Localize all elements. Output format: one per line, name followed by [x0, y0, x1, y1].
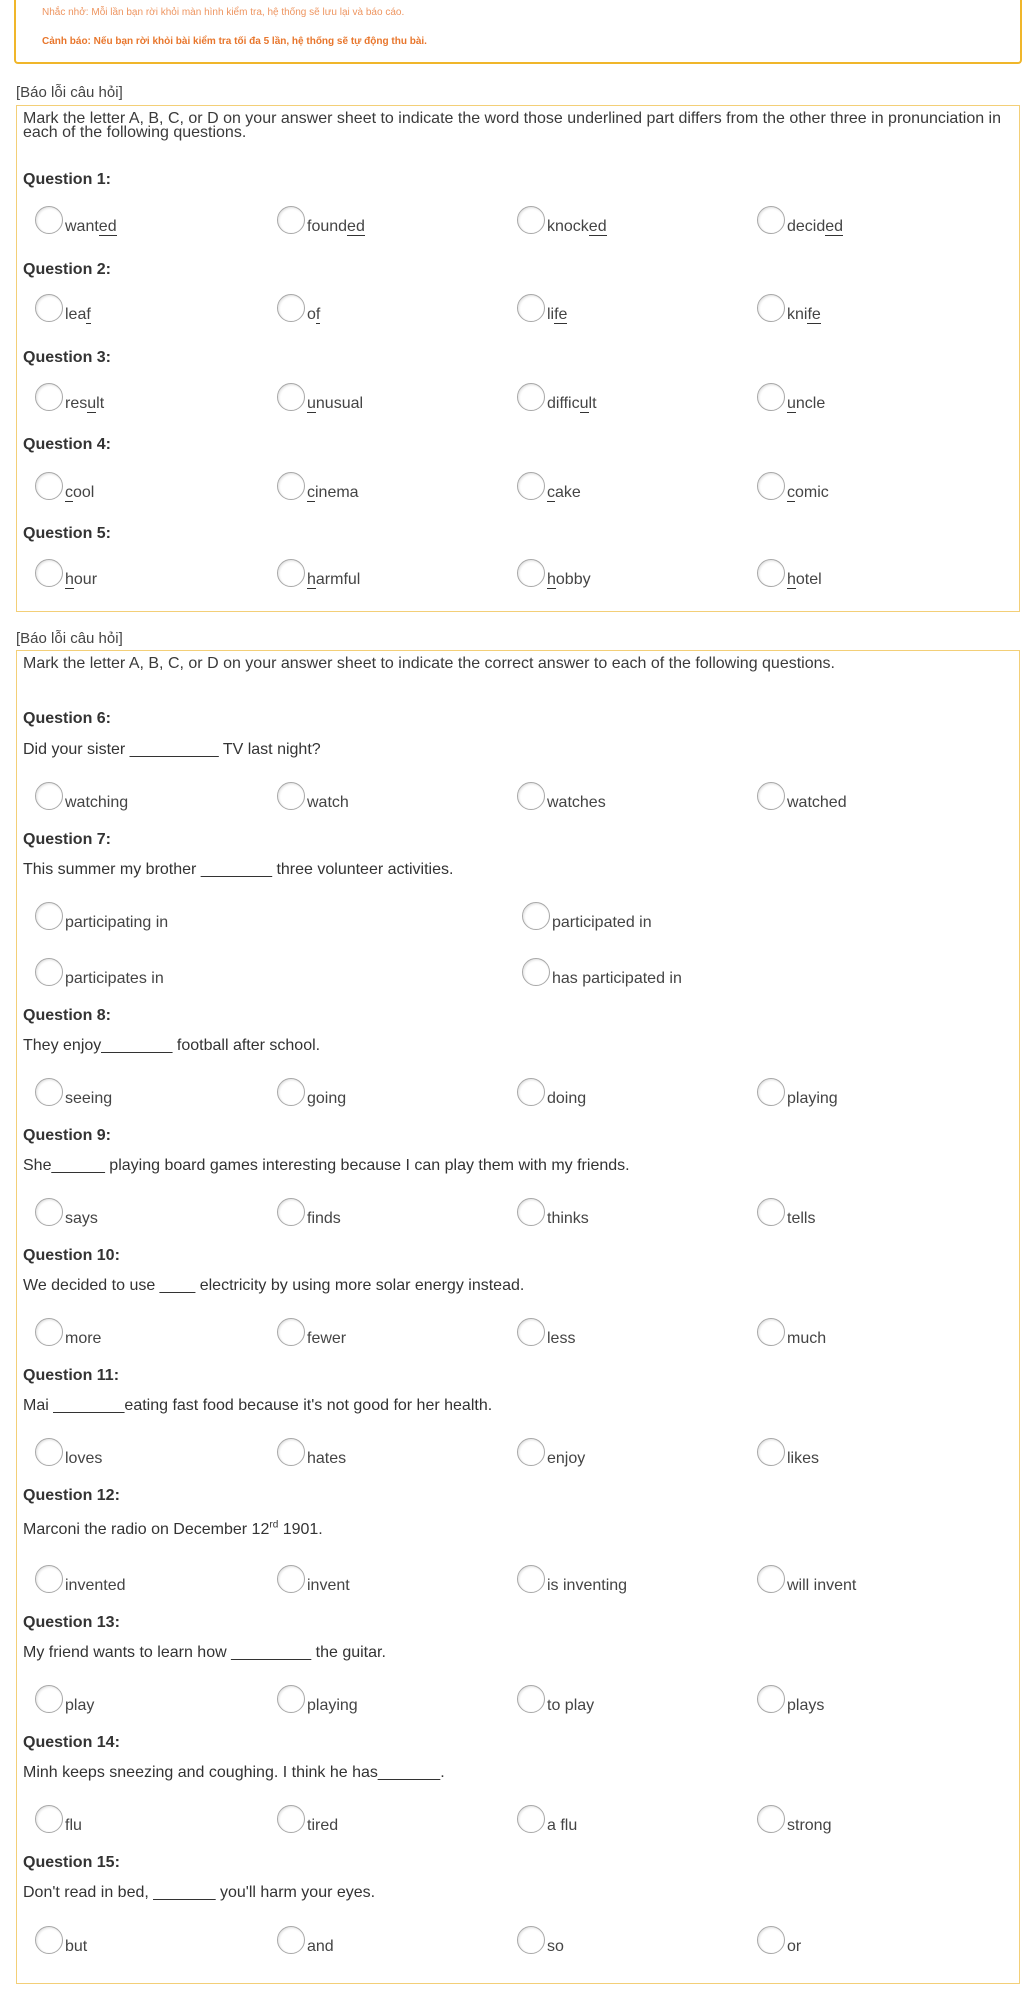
- option-text: so: [547, 1938, 564, 1955]
- radio-button[interactable]: [277, 1198, 305, 1226]
- radio-button[interactable]: [277, 472, 305, 500]
- option-text: decided: [787, 218, 844, 235]
- radio-button[interactable]: [35, 1198, 63, 1226]
- radio-button[interactable]: [757, 383, 785, 411]
- question-text: Minh keeps sneezing and coughing. I think he has_______.: [23, 1764, 445, 1781]
- option-text: result: [65, 395, 105, 412]
- question-text: We decided to use ____ electricity by using more solar energy instead.: [23, 1277, 525, 1294]
- radio-button[interactable]: [517, 294, 545, 322]
- radio-button[interactable]: [757, 1198, 785, 1226]
- radio-button[interactable]: [757, 1078, 785, 1106]
- option-text: unusual: [307, 395, 364, 412]
- radio-button[interactable]: [35, 1318, 63, 1346]
- question-label: Question 11:: [23, 1367, 120, 1384]
- question-label: Question 1:: [23, 171, 112, 188]
- option-text: cool: [65, 484, 95, 501]
- radio-button[interactable]: [517, 1565, 545, 1593]
- option-text: of: [307, 306, 321, 323]
- option-text: watching: [65, 794, 129, 811]
- option-text: says: [65, 1210, 98, 1227]
- option-text: thinks: [547, 1210, 589, 1227]
- radio-button[interactable]: [35, 294, 63, 322]
- option-text: difficult: [547, 395, 597, 412]
- option-text: loves: [65, 1450, 103, 1467]
- option-text: invent: [307, 1577, 350, 1594]
- question-text: They enjoy________ football after school.: [23, 1037, 321, 1054]
- radio-button[interactable]: [277, 1078, 305, 1106]
- option-text: tired: [307, 1817, 339, 1834]
- radio-button[interactable]: [35, 958, 63, 986]
- option-text: playing: [787, 1090, 838, 1107]
- option-text: or: [787, 1938, 802, 1955]
- option-text: life: [547, 306, 568, 323]
- radio-button[interactable]: [757, 206, 785, 234]
- option-text: hates: [307, 1450, 347, 1467]
- exam-warning-box: [14, 0, 1022, 64]
- radio-button[interactable]: [757, 782, 785, 810]
- option-text: cinema: [307, 484, 359, 501]
- option-text: comic: [787, 484, 829, 501]
- option-text: hour: [65, 571, 98, 588]
- option-text: participates in: [65, 970, 164, 987]
- option-text: likes: [787, 1450, 820, 1467]
- question-label: Question 10:: [23, 1247, 120, 1264]
- question-label: Question 13:: [23, 1614, 120, 1631]
- question-label: Question 3:: [23, 349, 112, 366]
- radio-button[interactable]: [35, 1438, 63, 1466]
- option-text: wanted: [65, 218, 117, 235]
- option-text: much: [787, 1330, 827, 1347]
- radio-button[interactable]: [35, 902, 63, 930]
- radio-button[interactable]: [35, 472, 63, 500]
- option-text: going: [307, 1090, 347, 1107]
- radio-button[interactable]: [757, 1438, 785, 1466]
- option-text: a flu: [547, 1817, 578, 1834]
- question-group-grammar: [16, 650, 1020, 1984]
- option-text: more: [65, 1330, 102, 1347]
- question-label: Question 4:: [23, 436, 112, 453]
- radio-button[interactable]: [757, 294, 785, 322]
- radio-button[interactable]: [35, 1565, 63, 1593]
- option-text: harmful: [307, 571, 361, 588]
- option-text: finds: [307, 1210, 341, 1227]
- radio-button[interactable]: [35, 1685, 63, 1713]
- option-text: is inventing: [547, 1577, 628, 1594]
- option-text: will invent: [787, 1577, 857, 1594]
- option-text: cake: [547, 484, 581, 501]
- option-text: invented: [65, 1577, 126, 1594]
- radio-button[interactable]: [277, 383, 305, 411]
- report-question-link-2[interactable]: [Báo lỗi câu hỏi]: [16, 630, 123, 647]
- radio-button[interactable]: [517, 782, 545, 810]
- option-text: plays: [787, 1697, 825, 1714]
- question-text: Mai ________eating fast food because it's not good for her health.: [23, 1397, 493, 1414]
- radio-button[interactable]: [277, 294, 305, 322]
- question-label: Question 14:: [23, 1734, 120, 1751]
- option-text: but: [65, 1938, 88, 1955]
- option-text: has participated in: [552, 970, 682, 987]
- option-text: participated in: [552, 914, 652, 931]
- question-label: Question 8:: [23, 1007, 112, 1024]
- instructions: Mark the letter A, B, C, or D on your answer sheet to indicate the word those underlined part differs from the other three in pronunciation in each of the following questions.: [23, 110, 1002, 141]
- radio-button[interactable]: [757, 559, 785, 587]
- radio-button[interactable]: [277, 1438, 305, 1466]
- radio-button[interactable]: [757, 1805, 785, 1833]
- radio-button[interactable]: [277, 1318, 305, 1346]
- radio-button[interactable]: [35, 206, 63, 234]
- radio-button[interactable]: [757, 1685, 785, 1713]
- radio-button[interactable]: [522, 958, 550, 986]
- question-label: Question 15:: [23, 1854, 120, 1871]
- option-text: tells: [787, 1210, 816, 1227]
- radio-button[interactable]: [517, 1198, 545, 1226]
- option-text: strong: [787, 1817, 832, 1834]
- option-text: less: [547, 1330, 576, 1347]
- radio-button[interactable]: [35, 782, 63, 810]
- question-label: Question 12:: [23, 1487, 120, 1504]
- radio-button[interactable]: [277, 782, 305, 810]
- radio-button[interactable]: [517, 472, 545, 500]
- radio-button[interactable]: [517, 559, 545, 587]
- option-text: participating in: [65, 914, 169, 931]
- radio-button[interactable]: [35, 1926, 63, 1954]
- radio-button[interactable]: [757, 1318, 785, 1346]
- question-text: Don't read in bed, _______ you'll harm your eyes.: [23, 1884, 376, 1901]
- radio-button[interactable]: [757, 1926, 785, 1954]
- question-text: She______ playing board games interesting because I can play them with my friends.: [23, 1157, 630, 1174]
- question-label: Question 9:: [23, 1127, 112, 1144]
- option-text: knife: [787, 306, 821, 323]
- option-text: flu: [65, 1817, 82, 1834]
- question-text: My friend wants to learn how _________ the guitar.: [23, 1644, 386, 1661]
- question-text: Marconi the radio on December 12rd 1901.: [23, 1519, 323, 1538]
- option-text: seeing: [65, 1090, 113, 1107]
- radio-button[interactable]: [277, 1685, 305, 1713]
- question-text: This summer my brother ________ three volunteer activities.: [23, 861, 454, 878]
- radio-button[interactable]: [35, 559, 63, 587]
- option-text: knocked: [547, 218, 607, 235]
- radio-button[interactable]: [35, 1805, 63, 1833]
- question-label: Question 5:: [23, 525, 112, 542]
- option-text: founded: [307, 218, 365, 235]
- option-text: and: [307, 1938, 334, 1955]
- option-text: uncle: [787, 395, 826, 412]
- radio-button[interactable]: [517, 1078, 545, 1106]
- radio-button[interactable]: [517, 206, 545, 234]
- report-question-link-1[interactable]: [Báo lỗi câu hỏi]: [16, 84, 123, 101]
- radio-button[interactable]: [35, 383, 63, 411]
- radio-button[interactable]: [522, 902, 550, 930]
- option-text: doing: [547, 1090, 587, 1107]
- question-label: Question 6:: [23, 710, 112, 727]
- option-text: watch: [307, 794, 349, 811]
- radio-button[interactable]: [757, 1565, 785, 1593]
- radio-button[interactable]: [517, 383, 545, 411]
- option-text: play: [65, 1697, 95, 1714]
- option-text: hotel: [787, 571, 822, 588]
- radio-button[interactable]: [35, 1078, 63, 1106]
- instructions: Mark the letter A, B, C, or D on your answer sheet to indicate the correct answer to each of the following questions.: [23, 655, 835, 672]
- radio-button[interactable]: [517, 1438, 545, 1466]
- option-text: leaf: [65, 306, 91, 323]
- option-text: watches: [547, 794, 606, 811]
- radio-button[interactable]: [277, 1805, 305, 1833]
- radio-button[interactable]: [517, 1926, 545, 1954]
- question-text: Did your sister __________ TV last night?: [23, 741, 321, 758]
- radio-button[interactable]: [277, 559, 305, 587]
- option-text: fewer: [307, 1330, 347, 1347]
- question-label: Question 2:: [23, 261, 112, 278]
- option-text: enjoy: [547, 1450, 586, 1467]
- reminder-text: Nhắc nhở: Mỗi lần bạn rời khỏi màn hình kiểm tra, hệ thống sẽ lưu lại và báo cáo.: [42, 7, 405, 18]
- question-group-pronunciation: [16, 105, 1020, 612]
- radio-button[interactable]: [517, 1805, 545, 1833]
- option-text: to play: [547, 1697, 595, 1714]
- warning-text: Cảnh báo: Nếu bạn rời khỏi bài kiểm tra tối đa 5 lần, hệ thống sẽ tự động thu bài.: [42, 36, 427, 47]
- radio-button[interactable]: [517, 1318, 545, 1346]
- option-text: playing: [307, 1697, 358, 1714]
- option-text: watched: [787, 794, 847, 811]
- radio-button[interactable]: [277, 206, 305, 234]
- radio-button[interactable]: [277, 1926, 305, 1954]
- radio-button[interactable]: [517, 1685, 545, 1713]
- option-text: hobby: [547, 571, 591, 588]
- question-label: Question 7:: [23, 831, 112, 848]
- radio-button[interactable]: [277, 1565, 305, 1593]
- radio-button[interactable]: [757, 472, 785, 500]
